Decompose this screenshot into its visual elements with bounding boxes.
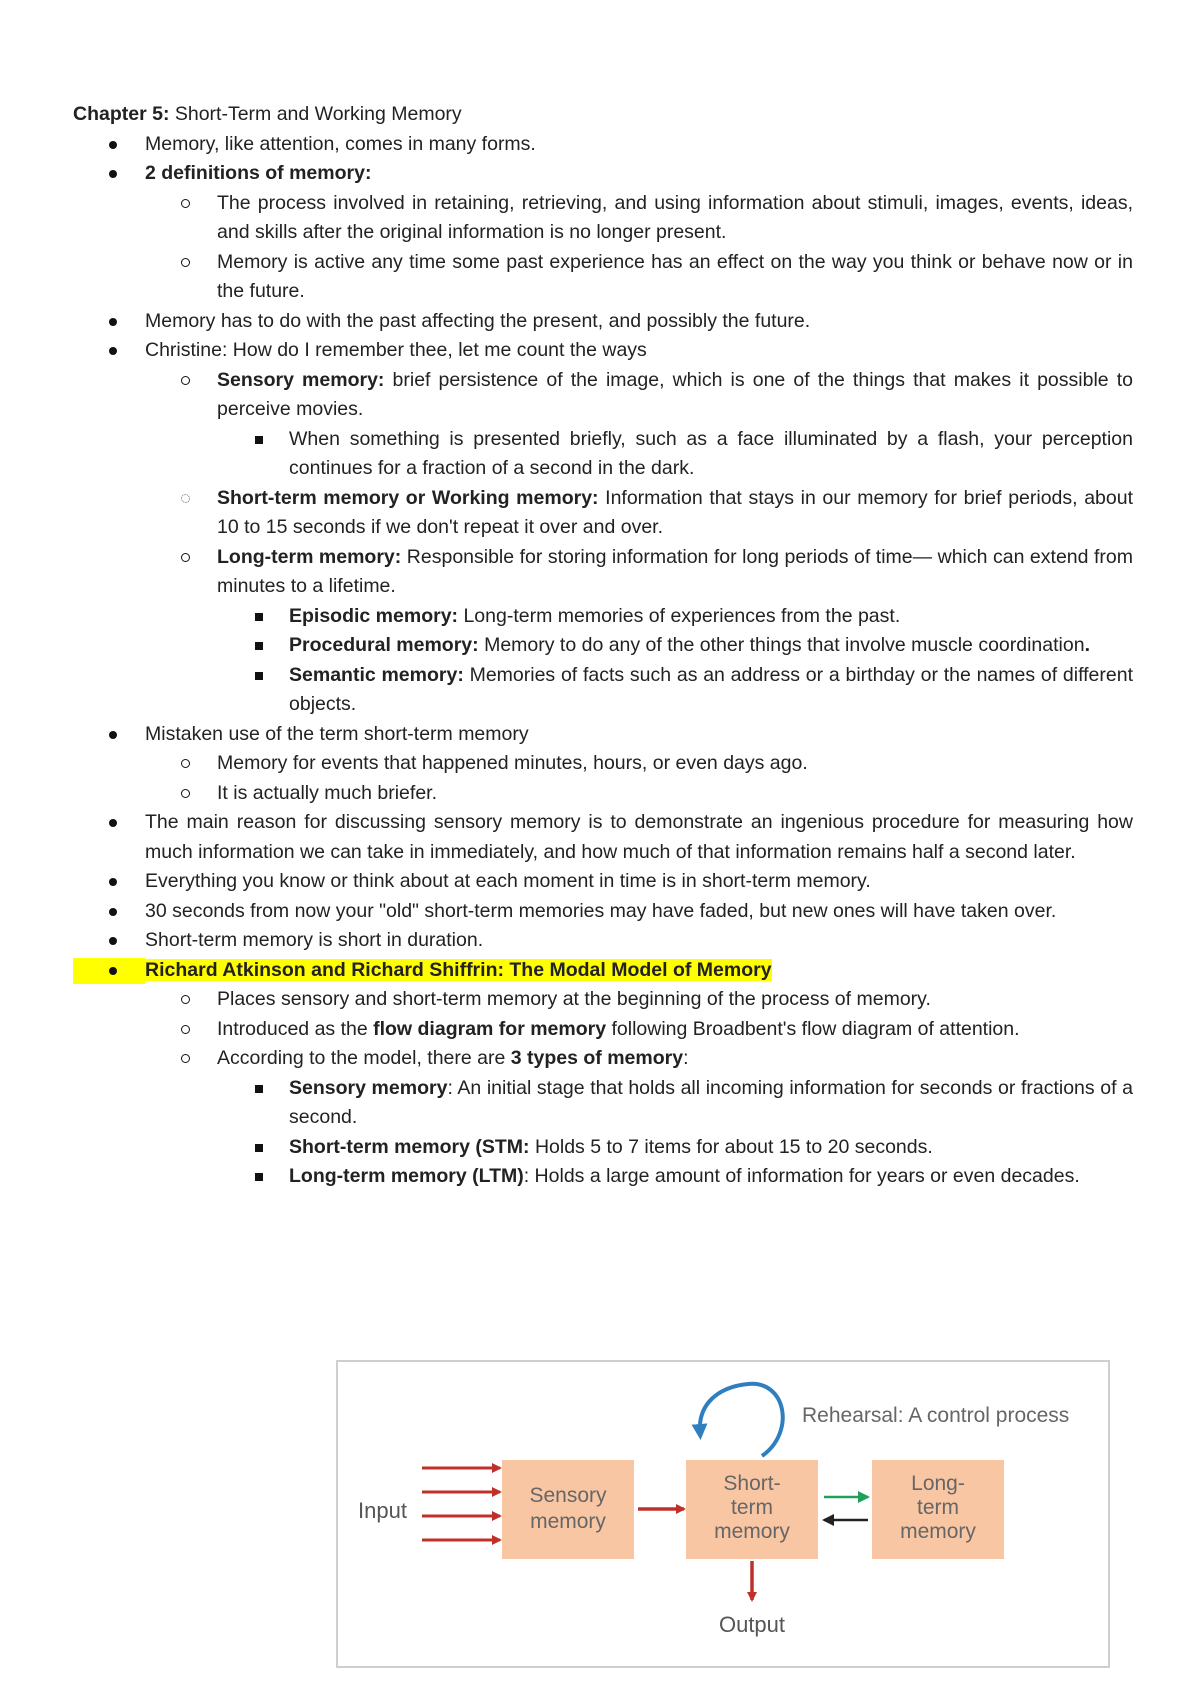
ltm-label-line2: term [917,1496,959,1519]
modal-model-diagram [336,1360,1110,1668]
item-text: : An initial stage that holds all incoming information for seconds or fractions of a second. [289,1076,1133,1128]
document-body [73,100,1133,1192]
square-bullet-icon [255,642,263,650]
circle-bullet-icon [181,376,190,385]
bullet-icon [109,141,117,149]
item-text: When something is presented briefly, such as a face illuminated by a flash, your perception continues for a fraction of a second in the dark. [289,427,1133,479]
circle-bullet-icon [181,1025,190,1034]
bullet-icon [109,937,117,945]
list-item [73,159,1133,307]
circle-bullet-icon [181,995,190,1004]
list-item [145,985,1133,1015]
diagram-svg [338,1362,1108,1666]
item-label: 2 definitions of memory: [145,162,372,184]
square-bullet-icon [255,613,263,621]
circle-bullet-icon [181,1054,190,1063]
sub-list [145,749,1133,808]
circle-bullet-icon [181,199,190,208]
list-item [73,336,1133,720]
list-item [217,425,1133,484]
bullet-icon [109,318,117,326]
stm-label-line2: term [731,1496,773,1519]
stm-label-line3: memory [714,1520,790,1543]
item-text: Places sensory and short-term memory at the beginning of the process of memory. [217,988,931,1010]
list-item [145,779,1133,809]
item-text: Christine: How do I remember thee, let me count the ways [145,339,647,361]
bullet-icon [109,347,117,355]
sub-sub-list [217,1074,1133,1192]
item-label: Episodic memory: [289,604,459,627]
bullet-icon [109,170,117,178]
sub-list [145,366,1133,720]
item-text: Memory to do any of the other things that involve muscle coordination [478,634,1085,656]
item-text: Memory has to do with the past affecting the present, and possibly the future. [145,309,811,332]
rehearsal-loop-icon [700,1384,783,1456]
list-item [73,926,1133,956]
list-item [217,1162,1133,1192]
ltm-label-line1: Long- [911,1472,965,1495]
chapter-label: Chapter 5: [73,103,170,125]
sensory-label-line2: memory [530,1510,606,1533]
item-text: Memory is active any time some past experience has an effect on the way you think or behave now or in the future. [217,250,1133,302]
bullet-icon [109,908,117,916]
list-item [217,602,1133,632]
list-item [73,808,1133,867]
list-item [145,366,1133,484]
item-text: 30 seconds from now your "old" short-term memories may have faded, but new ones will have taken over. [145,899,1057,922]
item-text: According to the model, there are [217,1047,511,1069]
circle-bullet-icon [181,759,190,768]
list-item [73,130,1133,160]
item-label: Short-term memory or Working memory: [217,486,599,509]
circle-bullet-icon [181,494,190,503]
bullet-icon [109,819,117,827]
item-text: brief persistence of the image, which is one of the things that makes it possible to perceive movies. [217,368,1133,420]
item-text: Memory, like attention, comes in many forms. [145,132,536,155]
list-item [145,749,1133,779]
list-item [145,543,1133,720]
sub-sub-list [217,425,1133,484]
list-item [73,867,1133,897]
output-label: Output [718,1612,786,1637]
bullet-icon [109,878,117,886]
item-text: following Broadbent's flow diagram of attention. [606,1017,1020,1040]
list-item [217,661,1133,720]
item-bold: 3 types of memory [510,1047,684,1069]
stm-label-line1: Short- [723,1472,781,1495]
item-text: Memories of facts such as an address or a birthday or the names of different objects. [289,663,1133,715]
list-item [145,1015,1133,1045]
circle-bullet-icon [181,258,190,267]
list-item [145,484,1133,543]
item-end: . [1084,634,1090,656]
item-text: Introduced as the [217,1017,374,1040]
list-item [73,307,1133,337]
list-item [217,1133,1133,1163]
item-text: The process involved in retaining, retrieving, and using information about stimuli, images, events, ideas, and skills after the original information is no longer present. [217,191,1133,243]
item-bold: flow diagram for memory [373,1017,607,1040]
ltm-label-line3: memory [900,1520,976,1543]
list-item [73,720,1133,809]
square-bullet-icon [255,1144,263,1152]
main-list [73,130,1133,1192]
list-item [145,1044,1133,1192]
square-bullet-icon [255,1173,263,1181]
list-item [145,189,1133,248]
bullet-icon [109,967,117,975]
list-item [73,897,1133,927]
sub-list [145,189,1133,307]
item-text: Long-term memories of experiences from the past. [458,604,901,627]
rehearsal-label: Rehearsal: A control process [802,1404,1070,1427]
square-bullet-icon [255,672,263,680]
list-item [217,631,1133,661]
item-text: Responsible for storing information for long periods of time— which can extend from minutes to a lifetime. [217,545,1133,597]
list-item-highlighted [73,956,1133,1192]
item-text: Short-term memory is short in duration. [145,929,484,951]
sub-sub-list [217,602,1133,720]
circle-bullet-icon [181,553,190,562]
item-label: Semantic memory: [289,663,464,686]
item-text: Information that stays in our memory for brief periods, about 10 to 15 seconds if we don't repeat it over and over. [217,486,1133,538]
list-item [145,248,1133,307]
item-text: Holds 5 to 7 items for about 15 to 20 seconds. [529,1135,933,1158]
page-title [73,100,1133,130]
item-text: : Holds a large amount of information for years or even decades. [523,1165,1080,1187]
item-text: Everything you know or think about at each moment in time is in short-term memory. [145,870,871,892]
sensory-label-line1: Sensory [529,1484,607,1507]
input-label: Input [358,1498,407,1523]
item-label: Sensory memory: [217,368,385,391]
sub-list [145,985,1133,1192]
item-label: Sensory memory [289,1076,448,1099]
bullet-icon [109,731,117,739]
item-text: The main reason for discussing sensory memory is to demonstrate an ingenious procedure for measuring how much information we can take in immediately, and how much of that information remains half a second later. [145,811,1133,863]
chapter-title: Short-Term and Working Memory [169,103,462,125]
item-label: Short-term memory (STM: [289,1135,530,1158]
item-text: Mistaken use of the term short-term memory [145,722,529,745]
circle-bullet-icon [181,789,190,798]
square-bullet-icon [255,436,263,444]
item-label: Procedural memory: [289,634,479,656]
item-label: Richard Atkinson and Richard Shiffrin: The Modal Model of Memory [145,958,772,981]
list-item [217,1074,1133,1133]
item-text: : [683,1047,689,1069]
item-text: Memory for events that happened minutes, hours, or even days ago. [217,752,808,774]
item-text: It is actually much briefer. [217,781,438,804]
item-label: Long-term memory (LTM) [289,1165,524,1187]
square-bullet-icon [255,1085,263,1093]
item-label: Long-term memory: [217,545,402,568]
